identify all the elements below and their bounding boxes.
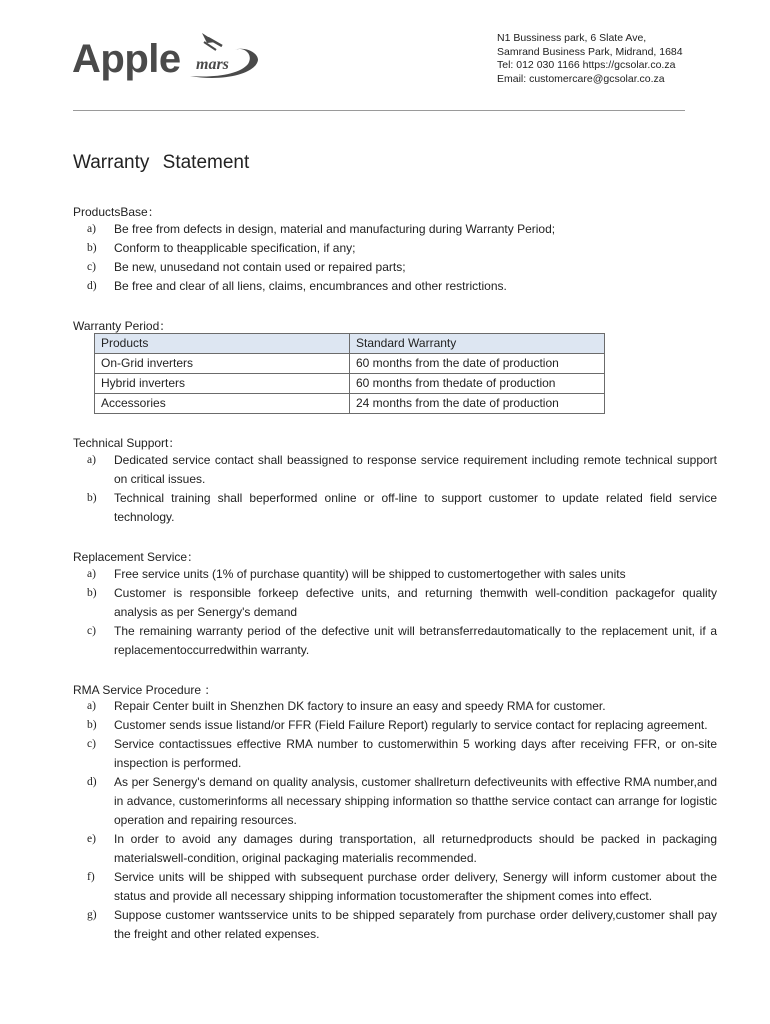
replacement-service-heading: Replacement Service： bbox=[73, 550, 200, 564]
list-item bbox=[73, 451, 717, 489]
logo-wordmark: Apple bbox=[72, 37, 181, 81]
list-item-text: Service contactissues effective RMA number to customerwithin 5 working days after receiving FFR, or on-site inspection is performed. bbox=[114, 737, 717, 770]
list-item bbox=[73, 220, 717, 239]
list-marker: c) bbox=[87, 625, 96, 637]
table-cell: Accessories bbox=[95, 394, 350, 414]
list-item bbox=[73, 735, 717, 773]
technical-support-list bbox=[73, 451, 717, 527]
products-base-heading: ProductsBase： bbox=[73, 205, 160, 219]
list-marker: a) bbox=[87, 454, 96, 466]
logo-subtext: mars bbox=[196, 56, 229, 73]
list-item-text: Suppose customer wantsservice units to be shipped separately from purchase order delivery,customer shall pay the freight and other related expenses. bbox=[114, 908, 717, 941]
table-cell: Hybrid inverters bbox=[95, 374, 350, 394]
list-item-text: Technical training shall beperformed online or off-line to support customer to update related field service technology. bbox=[114, 491, 717, 524]
list-item bbox=[73, 489, 717, 527]
list-item bbox=[73, 565, 717, 584]
page-title: Warranty Statement bbox=[73, 152, 250, 173]
list-marker: c) bbox=[87, 738, 96, 750]
replacement-service-list bbox=[73, 565, 717, 660]
list-marker: a) bbox=[87, 223, 96, 235]
address-line-2: Samrand Business Park, Midrand, 1684 bbox=[497, 45, 683, 58]
list-item-text: Customer sends issue listand/or FFR (Field Failure Report) regularly to service contact for replacing agreement. bbox=[114, 718, 708, 732]
table-row bbox=[95, 374, 605, 394]
list-item bbox=[73, 773, 717, 830]
list-marker: b) bbox=[87, 242, 97, 254]
list-item-text: Free service units (1% of purchase quantity) will be shipped to customertogether with sales units bbox=[114, 567, 626, 581]
list-item bbox=[73, 830, 717, 868]
list-marker: g) bbox=[87, 909, 97, 921]
list-marker: d) bbox=[87, 776, 97, 788]
list-item bbox=[73, 277, 717, 296]
products-base-list bbox=[73, 220, 717, 296]
warranty-period-heading: Warranty Period： bbox=[73, 319, 172, 333]
list-marker: a) bbox=[87, 568, 96, 580]
list-marker: b) bbox=[87, 492, 97, 504]
list-item bbox=[73, 239, 717, 258]
list-item bbox=[73, 584, 717, 622]
rma-procedure-list bbox=[73, 697, 717, 944]
list-item-text: Conform to theapplicable specification, if any; bbox=[114, 241, 356, 255]
contact-info bbox=[497, 32, 683, 86]
technical-support-heading: Technical Support： bbox=[73, 436, 181, 450]
header-divider bbox=[73, 110, 685, 111]
list-marker: f) bbox=[87, 871, 95, 883]
table-cell: On-Grid inverters bbox=[95, 354, 350, 374]
table-row bbox=[95, 354, 605, 374]
list-item-text: As per Senergy's demand on quality analysis, customer shallreturn defectiveunits with effective RMA number,and in advance, customerinforms all necessary shipping information so thatthe service contact can arrange for logistic operation and repairing resources. bbox=[114, 775, 717, 827]
list-item-text: Customer is responsible forkeep defective units, and returning themwith well-condition packagefor quality analysis as per Senergy's demand bbox=[114, 586, 717, 619]
list-marker: a) bbox=[87, 700, 96, 712]
list-marker: d) bbox=[87, 280, 97, 292]
column-header: Standard Warranty bbox=[350, 334, 605, 354]
warranty-table bbox=[94, 333, 605, 414]
list-item bbox=[73, 622, 717, 660]
address-line-1: N1 Bussiness park, 6 Slate Ave, bbox=[497, 32, 647, 44]
table-cell: 60 months from thedate of production bbox=[350, 374, 605, 394]
email-line: Email: customercare@gcsolar.co.za bbox=[497, 72, 665, 85]
list-item-text: Be free and clear of all liens, claims, encumbrances and other restrictions. bbox=[114, 279, 507, 293]
list-item-text: In order to avoid any damages during transportation, all returnedproducts should be packed in packaging materialswell-condition, original packaging materialis recommended. bbox=[114, 832, 717, 865]
list-item bbox=[73, 716, 717, 735]
list-item-text: Dedicated service contact shall beassigned to response service requirement including remote technical support on critical issues. bbox=[114, 453, 717, 486]
table-cell: 60 months from the date of production bbox=[350, 354, 605, 374]
list-item-text: Be new, unusedand not contain used or repaired parts; bbox=[114, 260, 406, 274]
list-item bbox=[73, 868, 717, 906]
column-header: Products bbox=[95, 334, 350, 354]
list-marker: b) bbox=[87, 719, 97, 731]
list-item bbox=[73, 697, 717, 716]
list-marker: c) bbox=[87, 261, 96, 273]
list-marker: e) bbox=[87, 833, 96, 845]
list-item bbox=[73, 906, 717, 944]
list-item-text: The remaining warranty period of the defective unit will betransferredautomatically to the replacement unit, if a replacementoccurredwithin warranty. bbox=[114, 624, 717, 657]
list-marker: b) bbox=[87, 587, 97, 599]
rma-procedure-heading: RMA Service Procedure ： bbox=[73, 683, 217, 697]
table-row bbox=[95, 394, 605, 414]
list-item bbox=[73, 258, 717, 277]
table-header-row bbox=[95, 334, 605, 354]
table-cell: 24 months from the date of production bbox=[350, 394, 605, 414]
list-item-text: Be free from defects in design, material and manufacturing during Warranty Period; bbox=[114, 222, 556, 236]
company-logo bbox=[72, 30, 272, 90]
tel-website-line: Tel: 012 030 1166 https://gcsolar.co.za bbox=[497, 59, 676, 71]
list-item-text: Service units will be shipped with subsequent purchase order delivery, Senergy will inform customer about the status and provide all necessary shipping information tocustomerafter the shipment comes into effect. bbox=[114, 870, 717, 903]
logo-swoosh-icon bbox=[182, 30, 262, 86]
list-item-text: Repair Center built in Shenzhen DK factory to insure an easy and speedy RMA for customer. bbox=[114, 699, 606, 713]
